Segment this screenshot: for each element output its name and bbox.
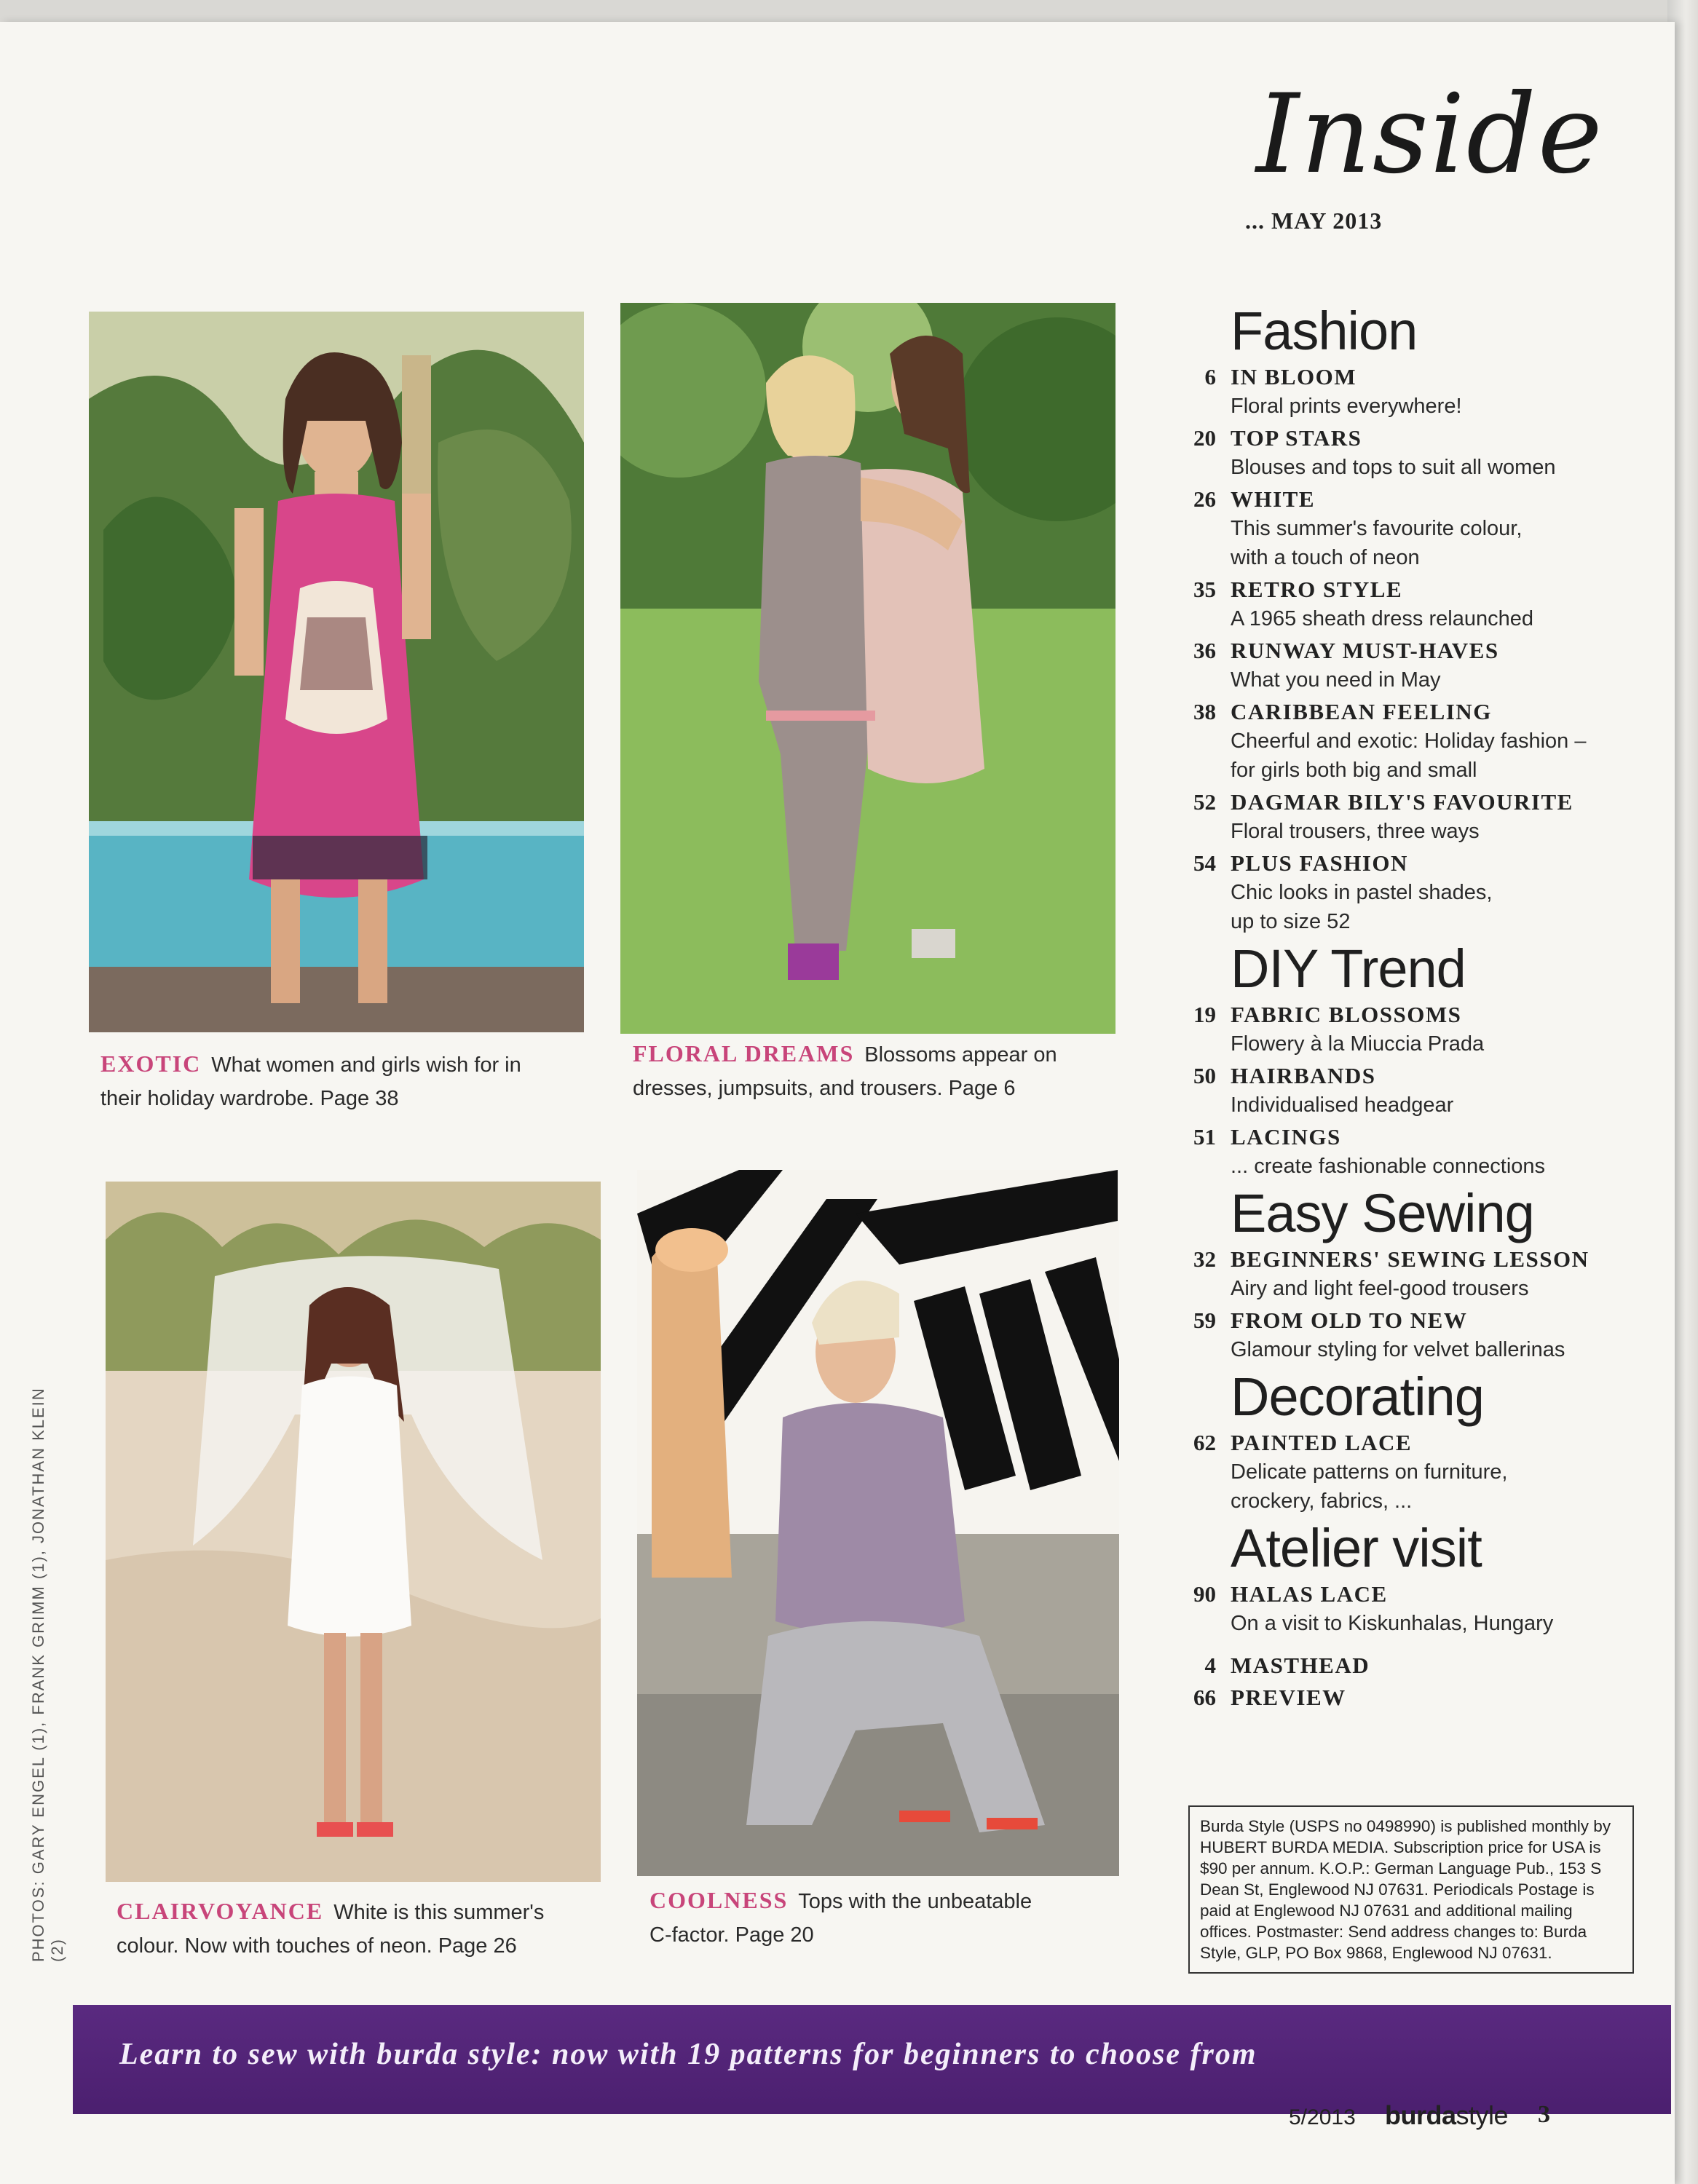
toc-entry-preview[interactable]: [1172, 1683, 1638, 1712]
caption-text: their holiday wardrobe. Page 38: [100, 1087, 399, 1110]
brand-bold: burda: [1385, 2100, 1456, 2130]
toc-page-number: 50: [1193, 1063, 1216, 1088]
promo-banner[interactable]: [73, 2005, 1671, 2114]
toc-description: A 1965 sheath dress relaunched: [1231, 607, 1533, 630]
toc-entry[interactable]: [1172, 788, 1638, 846]
caption-coolness: [649, 1883, 1174, 1952]
toc-title: WHITE: [1231, 486, 1316, 512]
toc-description: crockery, fabrics, ...: [1231, 1489, 1413, 1513]
toc-entry[interactable]: [1172, 849, 1638, 936]
toc-description: Chic looks in pastel shades,: [1231, 881, 1493, 904]
toc-page-number: 32: [1193, 1246, 1216, 1272]
section-heading-decorating: Decorating: [1231, 1366, 1484, 1427]
toc-description: for girls both big and small: [1231, 759, 1477, 782]
toc-page-number: 90: [1193, 1581, 1216, 1607]
toc-title: RETRO STYLE: [1231, 577, 1403, 602]
toc-page-number: 20: [1193, 425, 1216, 451]
photo-credits: PHOTOS: GARY ENGEL (1), FRANK GRIMM (1), JONATHAN KLEIN (2): [29, 1387, 66, 1962]
page-number: 3: [1538, 2101, 1550, 2128]
toc-description: Delicate patterns on furniture,: [1231, 1460, 1508, 1484]
caption-text: colour. Now with touches of neon. Page 26: [117, 1934, 517, 1958]
toc-page-number: 26: [1193, 486, 1216, 512]
toc-title: MASTHEAD: [1231, 1653, 1370, 1678]
page-title: Inside: [1256, 71, 1604, 198]
toc-title: DAGMAR BILY'S FAVOURITE: [1231, 789, 1573, 815]
photo-coolness: [637, 1170, 1119, 1876]
caption-text: C-factor. Page 20: [649, 1923, 814, 1947]
section-heading-fashion: Fashion: [1231, 301, 1418, 361]
toc-entry[interactable]: [1172, 1580, 1638, 1638]
toc-entry[interactable]: [1172, 1061, 1638, 1120]
toc-description: On a visit to Kiskunhalas, Hungary: [1231, 1612, 1554, 1635]
toc-page-number: 54: [1193, 850, 1216, 876]
toc-title: IN BLOOM: [1231, 364, 1357, 389]
issue-date: ... MAY 2013: [1245, 207, 1383, 234]
toc-page-number: 36: [1193, 638, 1216, 663]
caption-exotic: [100, 1047, 625, 1115]
toc-title: CARIBBEAN FEELING: [1231, 699, 1492, 724]
section-heading-diy-trend: DIY Trend: [1231, 938, 1466, 999]
toc-title: FROM OLD TO NEW: [1231, 1307, 1468, 1333]
toc-description: up to size 52: [1231, 910, 1351, 933]
toc-page-number: 19: [1193, 1002, 1216, 1027]
toc-title: PREVIEW: [1231, 1685, 1346, 1710]
toc-page-number: 6: [1204, 364, 1216, 389]
toc-title: HALAS LACE: [1231, 1581, 1388, 1607]
footer-brand-logo: [1385, 2100, 1508, 2131]
toc-description: ... create fashionable connections: [1231, 1155, 1546, 1178]
toc-description: Floral prints everywhere!: [1231, 395, 1462, 418]
toc-description: What you need in May: [1231, 668, 1441, 692]
toc-entry[interactable]: [1172, 1306, 1638, 1364]
photo-exotic: [89, 312, 584, 1032]
toc-entry[interactable]: [1172, 697, 1638, 785]
footer-issue-date: 5/2013: [1289, 2105, 1356, 2129]
promo-banner-text: Learn to sew with burda style: now with 19 patterns for beginners to choose from: [119, 2038, 1257, 2071]
toc-description: Airy and light feel-good trousers: [1231, 1277, 1529, 1300]
toc-title: PAINTED LACE: [1231, 1430, 1413, 1455]
toc-description: Individualised headgear: [1231, 1093, 1454, 1117]
toc-page-number: 35: [1193, 577, 1216, 602]
toc-entry-masthead[interactable]: [1172, 1651, 1638, 1680]
toc-description: This summer's favourite colour,: [1231, 517, 1523, 540]
toc-page-number: 52: [1193, 789, 1216, 815]
toc-title: PLUS FASHION: [1231, 850, 1408, 876]
toc-entry[interactable]: [1172, 1245, 1638, 1303]
caption-text: White is this summer's: [333, 1901, 545, 1924]
caption-text: dresses, jumpsuits, and trousers. Page 6: [633, 1077, 1016, 1100]
toc-description: Flowery à la Miuccia Prada: [1231, 1032, 1485, 1056]
toc-page-number: 62: [1193, 1430, 1216, 1455]
toc-entry[interactable]: [1172, 424, 1638, 482]
toc-page-number: 59: [1193, 1307, 1216, 1333]
toc-page-number: 66: [1193, 1685, 1216, 1710]
toc-page-number: 4: [1204, 1653, 1216, 1678]
section-heading-atelier-visit: Atelier visit: [1231, 1518, 1482, 1578]
toc-description: Glamour styling for velvet ballerinas: [1231, 1338, 1565, 1361]
toc-description: Blouses and tops to suit all women: [1231, 456, 1556, 479]
toc-title: LACINGS: [1231, 1124, 1341, 1150]
toc-entry[interactable]: [1172, 575, 1638, 633]
caption-kicker: CLAIRVOYANCE: [117, 1898, 324, 1924]
toc-entry[interactable]: [1172, 485, 1638, 572]
caption-text: What women and girls wish for in: [211, 1053, 521, 1077]
caption-kicker: COOLNESS: [649, 1887, 789, 1913]
toc-description: Cheerful and exotic: Holiday fashion –: [1231, 729, 1587, 753]
caption-clairvoyance: [117, 1894, 641, 1963]
toc-title: TOP STARS: [1231, 425, 1362, 451]
photo-clairvoyance: [106, 1182, 601, 1882]
caption-floral-dreams: [633, 1037, 1157, 1105]
toc-description: Floral trousers, three ways: [1231, 820, 1480, 843]
section-heading-easy-sewing: Easy Sewing: [1231, 1183, 1534, 1243]
toc-entry[interactable]: [1172, 636, 1638, 695]
toc-entry[interactable]: [1172, 1428, 1638, 1516]
toc-title: FABRIC BLOSSOMS: [1231, 1002, 1462, 1027]
toc-entry[interactable]: [1172, 1123, 1638, 1181]
caption-text: Blossoms appear on: [864, 1043, 1057, 1067]
table-of-contents: [1172, 298, 1638, 1715]
toc-entry[interactable]: [1172, 1000, 1638, 1059]
caption-kicker: EXOTIC: [100, 1051, 202, 1077]
toc-page-number: 38: [1193, 699, 1216, 724]
toc-entry[interactable]: [1172, 363, 1638, 421]
photo-floral-dreams: [620, 303, 1115, 1034]
toc-title: HAIRBANDS: [1231, 1063, 1376, 1088]
caption-kicker: FLORAL DREAMS: [633, 1040, 855, 1067]
toc-title: RUNWAY MUST-HAVES: [1231, 638, 1499, 663]
toc-title: BEGINNERS' SEWING LESSON: [1231, 1246, 1590, 1272]
toc-page-number: 51: [1193, 1124, 1216, 1150]
magazine-page: [0, 22, 1675, 2184]
brand-rest: style: [1456, 2100, 1509, 2130]
toc-description: with a touch of neon: [1231, 546, 1420, 569]
caption-text: Tops with the unbeatable: [798, 1890, 1032, 1913]
imprint-box: Burda Style (USPS no 0498990) is published monthly by HUBERT BURDA MEDIA. Subscription price for USA is $90 per annum. K.O.P.: German Language Pub., 153 S Dean St, Englewood NJ 07631. Periodicals Postage is paid at Englewood NJ 07631 and additional mailing offices. Postmaster: Send address changes to: Burda Style, GLP, PO Box 9868, Englewood NJ 07631.: [1188, 1805, 1634, 1974]
